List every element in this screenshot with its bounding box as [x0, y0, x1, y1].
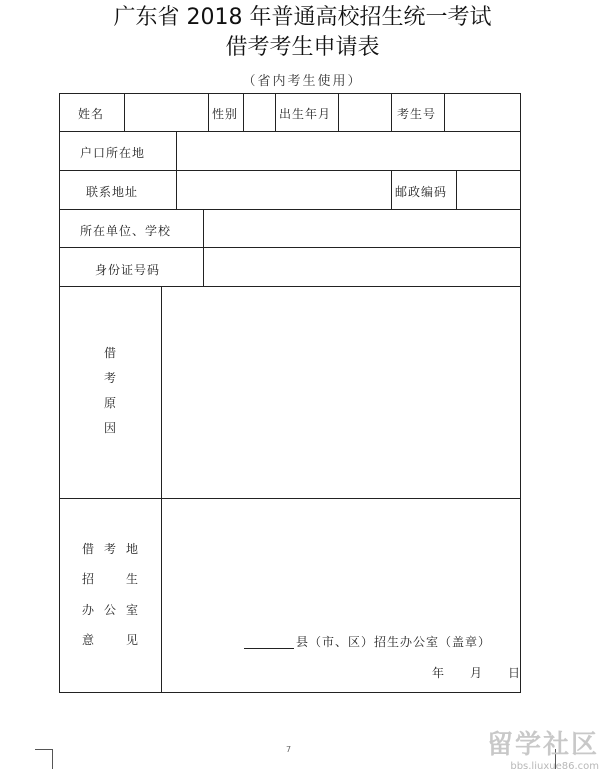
watermark-url: bbs.liuxue86.com — [510, 761, 599, 772]
hukou-label: 户口所在地 — [80, 146, 146, 160]
watermark — [487, 724, 599, 772]
form-subtitle: （省内考生使用） — [242, 74, 363, 89]
date-day-label: 日 — [508, 666, 522, 680]
name-label: 姓名 — [78, 107, 105, 121]
form-title-line2: 借考考生申请表 — [225, 35, 380, 60]
date-month-label: 月 — [470, 666, 484, 680]
address-label: 联系地址 — [86, 185, 139, 199]
birth-date-label: 出生年月 — [279, 107, 332, 121]
date-year-label: 年 — [432, 666, 446, 680]
exam-number-label: 考生号 — [397, 107, 437, 121]
stamp-label: 县（市、区）招生办公室（盖章） — [296, 635, 492, 649]
page-number: 7 — [286, 745, 292, 754]
gender-label: 性别 — [212, 107, 239, 121]
unit-school-label: 所在单位、学校 — [80, 224, 172, 238]
watermark-logo: 留学社区 — [486, 730, 599, 760]
county-blank-line — [244, 648, 294, 649]
form-title-line1: 广东省 2018 年普通高校招生统一考试 — [113, 5, 492, 30]
id-number-label: 身份证号码 — [95, 263, 161, 277]
postcode-label: 邮政编码 — [395, 185, 448, 199]
